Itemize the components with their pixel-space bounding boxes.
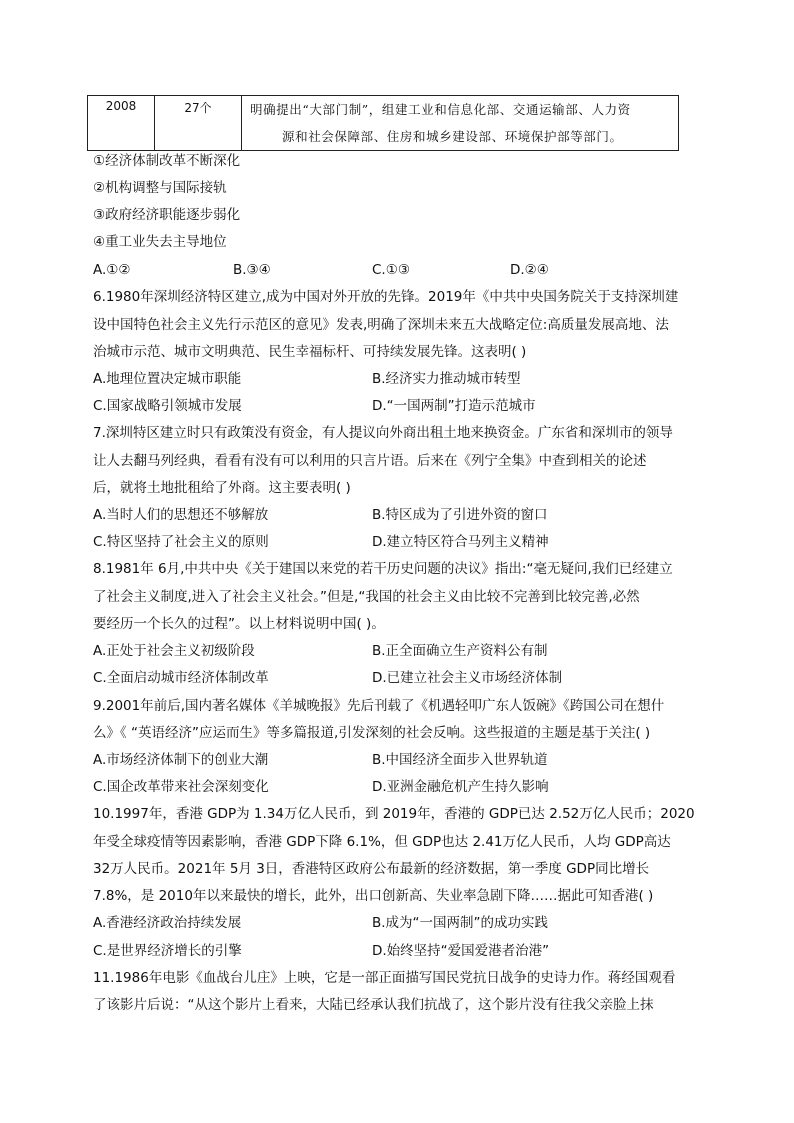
q5-option-b: B.③④ bbox=[233, 262, 271, 278]
q10-stem-line: 32万人民币。2021年 5月 3日，香港特区政府公布最新的经济数据，第一季度 GDP同比增长 bbox=[93, 861, 650, 877]
table-cell-count: 27个 bbox=[155, 96, 242, 151]
q8-stem-line: 8.1981年 6月,中共中央《关于建国以来党的若干历史问题的决议》指出:“毫无疑问,我们已经建立 bbox=[93, 561, 673, 577]
q8-option-d: D.已建立社会主义市场经济体制 bbox=[372, 670, 563, 686]
q7-option-c: C.特区坚持了社会主义的原则 bbox=[93, 534, 269, 550]
q10-stem-line: 7.8%，是 2010年以来最快的增长，此外，出口创新高、失业率急剧下降……据此可知香港( ) bbox=[93, 888, 654, 904]
q8-stem-line: 了社会主义制度,进入了社会主义社会。”但是,“我国的社会主义由比较不完善到比较完善,必然 bbox=[93, 589, 640, 605]
table-row bbox=[88, 96, 679, 151]
q6-stem-line: 治城市示范、城市文明典范、民生幸福标杆、可持续发展先锋。这表明( ) bbox=[93, 344, 527, 360]
description-line: 明确提出“大部门制”，组建工业和信息化部、交通运输部、人力资 bbox=[250, 102, 631, 117]
q10-option-c: C.是世界经济增长的引擎 bbox=[93, 943, 242, 959]
q11-stem-line: 11.1986年电影《血战台儿庄》上映，它是一部正面描写国民党抗日战争的史诗力作。蒋经国观看 bbox=[93, 970, 676, 986]
description-line: 源和社会保障部、住房和城乡建设部、环境保护部等部门。 bbox=[282, 129, 623, 144]
q8-option-c: C.全面启动城市经济体制改革 bbox=[93, 670, 269, 686]
q8-option-b: B.正全面确立生产资料公有制 bbox=[372, 643, 548, 659]
q7-stem-line: 后，就将土地批租给了外商。这主要表明( ) bbox=[93, 480, 351, 496]
q10-option-d: D.始终坚持“爱国爱港者治港” bbox=[372, 943, 550, 959]
q9-stem-line: 么》《 “英语经济”应运而生》等多篇报道,引发深刻的社会反响。这些报道的主题是基于关注( ) bbox=[93, 725, 651, 741]
q9-option-a: A.市场经济体制下的创业大潮 bbox=[93, 752, 269, 768]
q6-option-a: A.地理位置决定城市职能 bbox=[93, 371, 242, 387]
q5-item: ①经济体制改革不断深化 bbox=[93, 153, 241, 169]
q10-stem-line: 10.1997年，香港 GDP为 1.34万亿人民币，到 2019年，香港的 GDP已达 2.52万亿人民币；2020 bbox=[93, 806, 695, 822]
q6-stem-line: 设中国特色社会主义先行示范区的意见》发表,明确了深圳未来五大战略定位:高质量发展高地、法 bbox=[93, 317, 669, 333]
q7-option-a: A.当时人们的思想还不够解放 bbox=[93, 507, 269, 523]
q9-stem-line: 9.2001年前后,国内著名媒体《羊城晚报》先后刊载了《机遇轻叩广东人饭碗》《跨国公司在想什 bbox=[93, 698, 665, 714]
reform-table bbox=[87, 95, 679, 151]
table-cell-description bbox=[242, 96, 679, 151]
q6-option-b: B.经济实力推动城市转型 bbox=[372, 371, 521, 387]
table-cell-year: 2008 bbox=[88, 96, 155, 151]
q9-option-b: B.中国经济全面步入世界轨道 bbox=[372, 752, 548, 768]
q7-option-b: B.特区成为了引进外资的窗口 bbox=[372, 507, 548, 523]
q9-option-d: D.亚洲金融危机产生持久影响 bbox=[372, 779, 549, 795]
q7-stem-line: 7.深圳特区建立时只有政策没有资金，有人提议向外商出租土地来换资金。广东省和深圳市的领导 bbox=[93, 425, 673, 441]
q6-option-c: C.国家战略引领城市发展 bbox=[93, 398, 242, 414]
q5-item: ③政府经济职能逐步弱化 bbox=[93, 207, 241, 223]
q5-option-a: A.①② bbox=[93, 262, 131, 278]
q8-option-a: A.正处于社会主义初级阶段 bbox=[93, 643, 255, 659]
q10-stem-line: 年受全球疫情等因素影响，香港 GDP下降 6.1%，但 GDP也达 2.41万亿人民币，人均 GDP高达 bbox=[93, 834, 671, 850]
q9-option-c: C.国企改革带来社会深刻变化 bbox=[93, 779, 269, 795]
q6-stem-line: 6.1980年深圳经济特区建立,成为中国对外开放的先锋。2019年《中共中央国务院关于支持深圳建 bbox=[93, 289, 679, 305]
q5-option-d: D.②④ bbox=[510, 262, 549, 278]
q7-stem-line: 让人去翻马列经典，看看有没有可以利用的只言片语。后来在《列宁全集》中查到相关的论述 bbox=[93, 453, 647, 469]
q10-option-a: A.香港经济政治持续发展 bbox=[93, 915, 242, 931]
q10-option-b: B.成为“一国两制”的成功实践 bbox=[372, 915, 549, 931]
q7-option-d: D.建立特区符合马列主义精神 bbox=[372, 534, 549, 550]
q6-option-d: D.“一国两制”打造示范城市 bbox=[372, 398, 536, 414]
q5-item: ④重工业失去主导地位 bbox=[93, 234, 227, 250]
q8-stem-line: 要经历一个长久的过程”。以上材料说明中国( )。 bbox=[93, 616, 385, 632]
q11-stem-line: 了该影片后说：“从这个影片上看来，大陆已经承认我们抗战了，这个影片没有往我父亲脸上抹 bbox=[93, 997, 654, 1013]
q5-item: ②机构调整与国际接轨 bbox=[93, 180, 227, 196]
q5-option-c: C.①③ bbox=[372, 262, 410, 278]
